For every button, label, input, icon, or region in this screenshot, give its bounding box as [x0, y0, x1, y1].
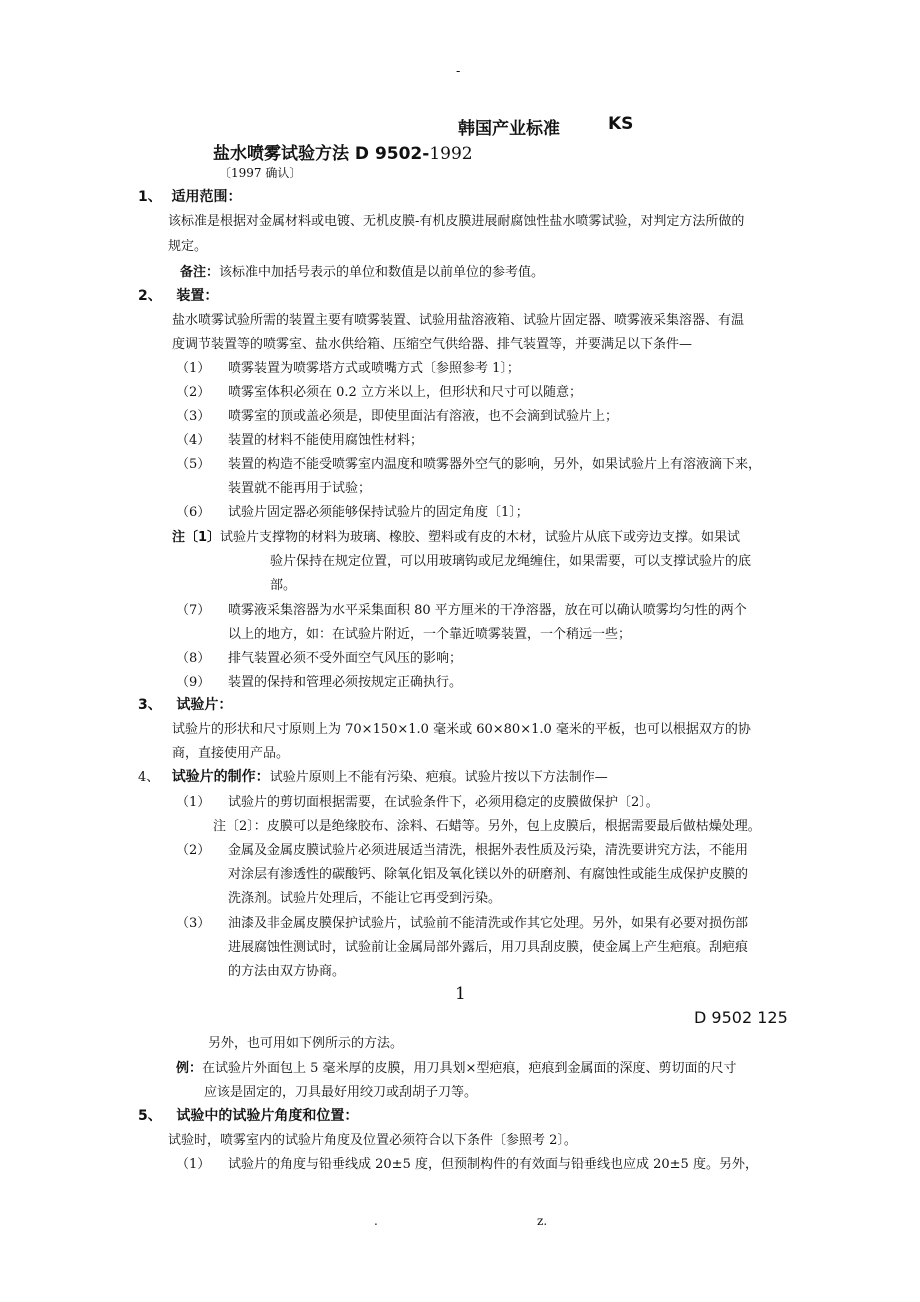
s4-item-2-line2: 对涂层有渗透性的碳酸钙、除氧化铝及氧化镁以外的研磨剂、有腐蚀性或能生成保护皮膜的: [228, 867, 749, 882]
section-3-heading: [138, 694, 232, 714]
s1-note: [180, 261, 544, 280]
s2-para-line2: 度调节装置等的喷雾室、盐水供给箱、压缩空气供给器、排气装置等，并要满足以下条件—: [172, 337, 693, 352]
s4b-example-line2: 应该是固定的，刀具最好用绞刀或刮胡子刀等。: [204, 1085, 478, 1100]
section-1-heading: [138, 186, 242, 206]
s2-item-9-num: （9）: [176, 675, 211, 690]
section-2-num: 2、: [138, 288, 162, 304]
s3-para-line2: 商，直接使用产品。: [172, 746, 290, 761]
s2-item-6-text: 试验片固定器必须能够保持试验片的固定角度〔1〕；: [228, 505, 529, 520]
section-1-num: 1、: [138, 189, 162, 205]
s2-item-4-num: （4）: [176, 433, 211, 448]
s2-item-3-text: 喷雾室的顶或盖必须是，即使里面沾有溶液，也不会滴到试验片上；: [228, 409, 619, 424]
s2-note: [172, 526, 740, 545]
s1-note-label: 备注：: [180, 265, 220, 280]
s2-note-line2: 验片保持在规定位置，可以用玻璃钩或尼龙绳缠住，如果需要，可以支撑试验片的底: [270, 554, 752, 569]
confirm-note: 〔1997 确认〕: [219, 166, 302, 180]
section-3-title: 试验片：: [176, 697, 233, 713]
document-title: [213, 139, 473, 164]
s2-item-1-num: （1）: [176, 361, 211, 376]
section-2-heading: [138, 285, 218, 305]
s2-item-9-text: 装置的保持和管理必须按规定正确执行。: [228, 675, 463, 690]
section-5-title: 试验中的试验片角度和位置：: [176, 1108, 359, 1124]
s2-item-2-num: （2）: [176, 385, 211, 400]
page-code: D 9502 125: [694, 1008, 788, 1027]
s2-para-line1: 盐水喷雾试验所需的装置主要有喷雾装置、试验用盐溶液箱、试验片固定器、喷雾液采集溶器、有温: [172, 313, 745, 328]
section-1-title: 适用范围：: [171, 189, 242, 205]
standard-code: KS: [608, 114, 634, 134]
s2-item-5-text: 装置的构造不能受喷雾室内温度和喷雾器外空气的影响，另外，如果试验片上有溶液滴下来，: [228, 457, 762, 472]
s2-item-6-num: （6）: [176, 505, 211, 520]
title-year: 1992: [429, 144, 473, 164]
s2-item-7-num: （7）: [176, 603, 211, 618]
s2-item-7-text: 喷雾液采集溶器为水平采集面积 80 平方厘米的干净溶器，放在可以确认喷雾均匀性的两个: [228, 603, 747, 618]
s4-item-2-line1: 金属及金属皮膜试验片必须进展适当清洗，根据外表性质及污染，清洗要讲究方法，不能用: [228, 843, 749, 858]
s3-para-line1: 试验片的形状和尺寸原则上为 70×150×1.0 毫米或 60×80×1.0 毫米的平板，也可以根据双方的协: [172, 722, 751, 737]
s2-item-5-text2: 装置就不能再用于试验；: [228, 481, 372, 496]
s5-item-1-text: 试验片的角度与铅垂线成 20±5 度，但预制构件的有效面与铅垂线也应成 20±5 度。另外，: [228, 1157, 758, 1172]
s5-item-1-num: （1）: [176, 1157, 211, 1172]
s2-item-2-text: 喷雾室体积必须在 0.2 立方米以上，但形状和尺寸可以随意；: [228, 385, 582, 400]
s2-item-1-text: 喷雾装置为喷雾塔方式或喷嘴方式〔参照参考 1〕；: [228, 361, 520, 376]
s2-item-8-num: （8）: [176, 651, 211, 666]
s4-note-2: 注〔2〕：皮膜可以是绝缘胶布、涂料、石蜡等。另外，包上皮膜后，根据需要最后做枯燥处理。: [213, 819, 761, 834]
section-4-title: 试验片的制作：: [171, 769, 270, 785]
section-4-num: 4、: [138, 770, 160, 785]
section-4-heading: [138, 766, 608, 786]
s4b-example: [176, 1057, 736, 1076]
section-3-num: 3、: [138, 697, 162, 713]
s1-note-text: 该标准中加括号表示的单位和数值是以前单位的参考值。: [219, 265, 545, 280]
s2-note-line3: 部。: [270, 578, 297, 593]
page-number: 1: [455, 984, 466, 1004]
s2-item-7-text2: 以上的地方，如：在试验片附近，一个靠近喷雾装置，一个稍远一些；: [228, 627, 632, 642]
section-4-intro: 试验片原则上不能有污染、疤痕。试验片按以下方法制作—: [269, 770, 608, 785]
s5-para: 试验时，喷雾室内的试验片角度及位置必须符合以下条件〔参照考 2〕。: [168, 1133, 577, 1148]
s1-para-line2: 规定。: [168, 239, 208, 254]
section-5-heading: [138, 1105, 358, 1125]
section-2-title: 装置：: [176, 288, 219, 304]
footer-left: .: [374, 1214, 378, 1228]
section-5-num: 5、: [138, 1108, 162, 1124]
s4-item-3-line2: 进展腐蚀性测试时，试验前让金属局部外露后，用刀具刮皮膜，使金属上产生疤痕。刮疤痕: [228, 940, 749, 955]
s4-item-3-num: （3）: [176, 916, 211, 931]
s2-item-5-num: （5）: [176, 457, 211, 472]
s4b-para: 另外，也可用如下例所示的方法。: [208, 1036, 404, 1051]
title-bold: 盐水喷雾试验方法 D 9502-: [213, 144, 430, 164]
s4-item-1-text: 试验片的剪切面根据需要，在试验条件下，必须用稳定的皮膜做保护〔2〕。: [228, 795, 659, 810]
s2-item-3-num: （3）: [176, 409, 211, 424]
s4b-example-line1: 在试验片外面包上 5 毫米厚的皮膜，用刀具划×型疤痕，疤痕到金属面的深度、剪切面的尺寸: [202, 1061, 737, 1076]
header-mark: -: [456, 64, 461, 79]
s4-item-3-line3: 的方法由双方协商。: [228, 964, 346, 979]
footer-right: z.: [537, 1214, 548, 1228]
s4-item-2-line3: 洗涤剂。试验片处理后，不能让它再受到污染。: [228, 891, 502, 906]
s1-para-line1: 该标准是根据对金属材料或电镀、无机皮膜-有机皮膜进展耐腐蚀性盐水喷雾试验，对判定方法所做的: [168, 214, 745, 229]
s2-note-line1: 试验片支撑物的材料为玻璃、橡胶、塑料或有皮的木材，试验片从底下或旁边支撑。如果试: [220, 530, 741, 545]
s2-item-8-text: 排气装置必须不受外面空气风压的影响；: [228, 651, 463, 666]
s4-item-3-line1: 油漆及非金属皮膜保护试验片，试验前不能清洗或作其它处理。另外，如果有必要对损伤部: [228, 916, 749, 931]
s4-item-1-num: （1）: [176, 795, 211, 810]
s2-note-label: 注〔1〕: [172, 530, 221, 545]
s2-item-4-text: 装置的材料不能使用腐蚀性材料；: [228, 433, 424, 448]
s4b-example-label: 例：: [176, 1061, 203, 1076]
s4-item-2-num: （2）: [176, 843, 211, 858]
standard-org: 韩国产业标准: [458, 119, 560, 139]
